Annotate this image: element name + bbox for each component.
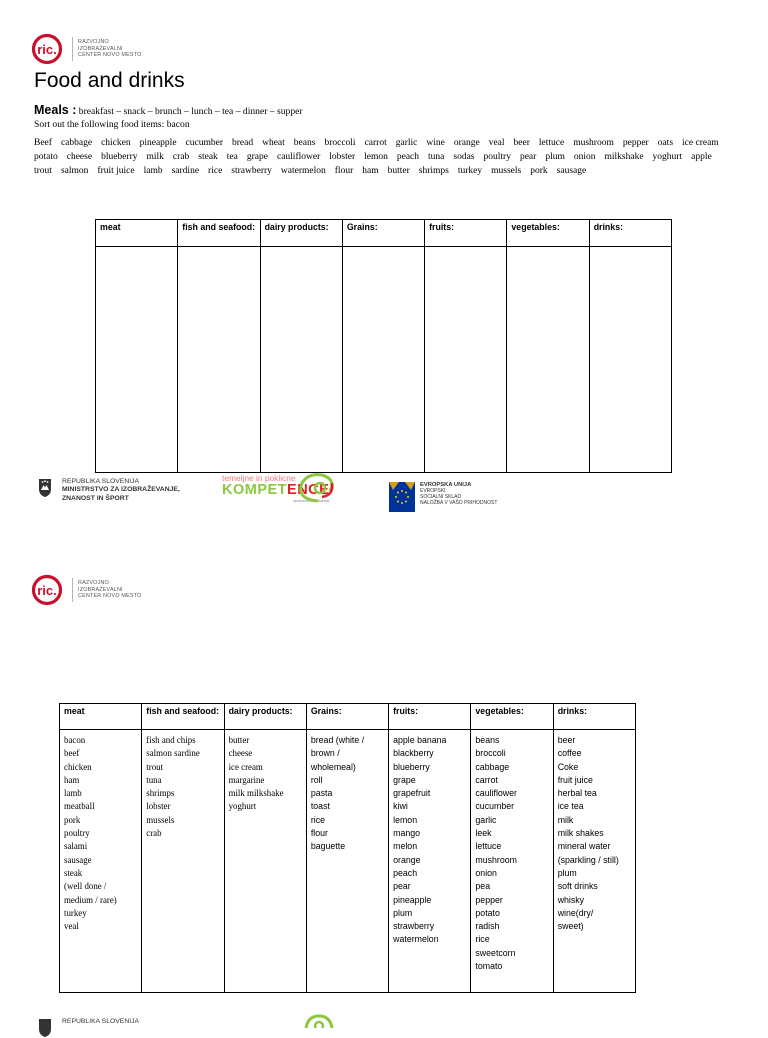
answer-header-fruits: fruits: [389, 704, 471, 730]
answer-item: leek [475, 828, 492, 839]
answer-item: ice cream [228, 761, 263, 772]
meals-line [34, 104, 303, 118]
ministry-logo [38, 478, 180, 503]
food-item: shrimps [418, 166, 449, 176]
food-item: lettuce [538, 138, 565, 148]
answer-item: lamb [64, 788, 82, 799]
blank-table-header-row [96, 220, 672, 247]
food-item: garlic [395, 138, 418, 148]
ministry-text: REPUBLIKA SLOVENIJA [62, 1018, 140, 1025]
blank-cell-fish[interactable] [178, 247, 260, 473]
food-item: lobster [329, 152, 356, 162]
answer-item: butter [228, 735, 250, 745]
answer-item: cheese [228, 748, 253, 759]
eu-text: EVROPSKA UNIJA EVROPSKI SOCIALNI SKLAD NALOŽBA V VAŠO PRIHODNOST [420, 482, 498, 506]
answer-item: orange [393, 854, 421, 865]
food-item: Beef [34, 138, 52, 148]
answer-item: pork [64, 814, 81, 825]
answer-sorting-table [59, 703, 636, 993]
kompetence-logo [222, 473, 329, 503]
kompetence-swirl-icon [292, 471, 340, 505]
food-item: crab [172, 152, 190, 162]
answer-item: poultry [64, 828, 90, 839]
answer-item: ham [64, 774, 80, 785]
answer-item: bacon [64, 735, 86, 745]
food-item: yoghurt [652, 152, 683, 162]
answer-item: trout [146, 761, 164, 772]
food-item: beans [293, 138, 316, 148]
answer-item: pear [393, 881, 411, 892]
answer-item: blackberry [393, 748, 434, 759]
meals-text: breakfast – snack – brunch – lunch – tea – dinner – supper [78, 106, 303, 117]
blank-cell-dairy[interactable] [260, 247, 342, 473]
answer-item: lettuce [475, 841, 502, 852]
answer-item: coffee [557, 748, 582, 759]
answer-header-drinks: drinks: [553, 704, 635, 730]
answer-item: steak [64, 867, 83, 878]
answer-item: toast [310, 801, 330, 812]
food-item: sausage [556, 166, 587, 176]
food-item: steak [198, 152, 218, 162]
food-item: plum [545, 152, 565, 162]
header-drinks: drinks: [589, 220, 671, 247]
answer-item: sweet) [557, 921, 584, 932]
food-item: fruit juice [97, 166, 135, 176]
food-item: lemon [364, 152, 388, 162]
answer-item: milk [557, 814, 574, 825]
food-item: tuna [428, 152, 445, 162]
answer-item: fish and chips [146, 735, 196, 745]
kompetence-wordmark: KOMPETENCE [222, 482, 330, 498]
answer-item: crab [146, 828, 162, 839]
food-items-list [34, 136, 746, 178]
food-item: peach [396, 152, 420, 162]
answer-item: pasta [310, 788, 333, 799]
slovenia-coat-of-arms-icon [38, 1018, 52, 1038]
food-item: wheat [262, 138, 285, 148]
answer-item: garlic [475, 814, 497, 825]
ric-logo [31, 33, 142, 65]
answer-table-row [60, 730, 636, 993]
answer-header-vegetables: vegetables: [471, 704, 553, 730]
answer-item: apple banana [393, 735, 447, 745]
answer-item: plum [557, 867, 577, 878]
answer-item: milk shakes [557, 828, 604, 839]
food-item: oats [657, 138, 674, 148]
food-item: watermelon [280, 166, 326, 176]
food-item: sodas [453, 152, 475, 162]
page-title: Food and drinks [34, 69, 185, 92]
food-item: butter [387, 166, 410, 176]
answer-item: peach [393, 867, 418, 878]
answer-item: rice [310, 814, 326, 825]
ric-logo-icon [31, 33, 69, 65]
food-item: veal [488, 138, 505, 148]
answer-item: ice tea [557, 801, 584, 812]
food-item: pear [519, 152, 537, 162]
answer-item: wholemeal) [310, 761, 356, 772]
answer-item: beef [64, 748, 80, 759]
food-item: blueberry [101, 152, 138, 162]
answer-item: meatball [64, 801, 95, 812]
answer-item: lemon [393, 814, 418, 825]
answer-item: roll [310, 774, 323, 785]
food-item: strawberry [231, 166, 272, 176]
logo-text: RAZVOJNO IZOBRAŽEVALNI CENTER NOVO MESTO [78, 580, 142, 600]
answer-item: (sparkling / still) [557, 854, 619, 865]
answer-header-dairy: dairy products: [224, 704, 306, 730]
ric-logo-page-2 [31, 574, 142, 606]
answer-item: milk milkshake [228, 788, 284, 799]
answer-item: plum [393, 907, 413, 918]
answer-item: Coke [557, 761, 579, 772]
answer-item: potato [475, 907, 500, 918]
answer-item: yoghurt [228, 801, 257, 812]
answer-item: mango [393, 828, 421, 839]
answer-item: radish [475, 921, 500, 932]
food-item: bread [232, 138, 254, 148]
food-item: pineapple [139, 138, 177, 148]
answer-item: rice [475, 934, 490, 945]
answer-item: soft drinks [557, 881, 598, 892]
blank-sorting-table [95, 219, 672, 473]
answer-header-fish: fish and seafood: [142, 704, 224, 730]
kompetence-tagline: sposobnost prikazati [292, 498, 330, 503]
answer-table-header-row [60, 704, 636, 730]
food-item: cabbage [60, 138, 93, 148]
answer-item: mussels [146, 814, 175, 825]
meals-label: Meals : [34, 103, 77, 117]
answer-item: whisky [557, 894, 585, 905]
food-item: chicken [101, 138, 131, 148]
answer-item: fruit juice [557, 774, 593, 785]
food-item: rice [208, 166, 223, 176]
food-item: flour [334, 166, 354, 176]
answer-item: onion [475, 867, 497, 878]
answer-item: lobster [146, 801, 171, 812]
kompetence-swirl-icon [302, 1014, 336, 1028]
answer-item: grapefruit [393, 788, 431, 799]
ministry-logo-page-2 [38, 1018, 139, 1038]
header-dairy: dairy products: [260, 220, 342, 247]
answer-item: mushroom [475, 854, 517, 865]
food-item: salmon [60, 166, 89, 176]
answer-item: melon [393, 841, 418, 852]
food-item: pork [530, 166, 548, 176]
answer-item: cucumber [475, 801, 515, 812]
answer-cell-fruits [389, 730, 471, 993]
answer-header-meat: meat [60, 704, 142, 730]
food-item: beer [513, 138, 530, 148]
sort-instruction: Sort out the following food items: bacon [34, 119, 190, 130]
slovenia-coat-of-arms-icon [38, 478, 52, 498]
ric-logo-icon [31, 574, 69, 606]
kompetence-subtitle: temeljne in poklicne [222, 473, 296, 483]
logo-separator [72, 578, 73, 602]
blank-cell-drinks[interactable] [589, 247, 671, 473]
answer-header-grains: Grains: [306, 704, 388, 730]
food-item: ham [362, 166, 379, 176]
svg-text:ric.: ric. [37, 42, 57, 57]
logo-text: RAZVOJNO IZOBRAŽEVALNI CENTER NOVO MESTO [78, 39, 142, 59]
food-item: milkshake [604, 152, 644, 162]
answer-cell-drinks [553, 730, 635, 993]
answer-item: grape [393, 774, 416, 785]
answer-item: (well done / [64, 881, 107, 892]
food-item: mussels [491, 166, 522, 176]
food-item: cauliflower [276, 152, 321, 162]
answer-cell-grains [306, 730, 388, 993]
food-item: apple [691, 152, 712, 162]
header-fruits: fruits: [425, 220, 507, 247]
answer-item: sausage [64, 854, 92, 865]
food-item: carrot [364, 138, 387, 148]
blank-table-row [96, 247, 672, 473]
food-item: orange [453, 138, 480, 148]
svg-text:ric.: ric. [37, 583, 57, 598]
answer-item: pineapple [393, 894, 432, 905]
answer-item: mineral water [557, 841, 611, 852]
answer-item: watermelon [393, 934, 439, 945]
logo-separator [72, 37, 73, 61]
answer-item: tomato [475, 961, 503, 972]
food-item: ice cream [682, 138, 719, 148]
food-item: cheese [66, 152, 93, 162]
food-item: wine [426, 138, 445, 148]
eu-logo [389, 482, 497, 512]
answer-item: veal [64, 921, 79, 932]
food-item: trout [34, 166, 52, 176]
food-item: pepper [622, 138, 649, 148]
answer-item: pepper [475, 894, 503, 905]
header-grains: Grains: [342, 220, 424, 247]
answer-item: chicken [64, 761, 92, 772]
header-meat: meat [96, 220, 178, 247]
answer-cell-fish [142, 730, 224, 993]
answer-item: salami [64, 841, 88, 852]
answer-item: blueberry [393, 761, 430, 772]
food-item: sardine [171, 166, 200, 176]
food-item: cucumber [185, 138, 223, 148]
blank-cell-fruits[interactable] [425, 247, 507, 473]
answer-item: cauliflower [475, 788, 517, 799]
answer-cell-meat [60, 730, 142, 993]
answer-item: sweetcorn [475, 947, 516, 958]
answer-item: beer [557, 735, 576, 745]
answer-item: salmon sardine [146, 748, 200, 759]
answer-item: medium / rare) [64, 894, 117, 905]
food-item: lamb [143, 166, 163, 176]
answer-item: brown / [310, 748, 340, 759]
answer-item: kiwi [393, 801, 408, 812]
answer-item: broccoli [475, 748, 506, 759]
food-item: broccoli [324, 138, 356, 148]
answer-cell-dairy [224, 730, 306, 993]
food-item: tea [226, 152, 238, 162]
food-item: poultry [483, 152, 511, 162]
answer-item: herbal tea [557, 788, 597, 799]
food-item: mushroom [573, 138, 614, 148]
food-item: potato [34, 152, 58, 162]
blank-cell-grains[interactable] [342, 247, 424, 473]
food-item: turkey [457, 166, 483, 176]
food-item: milk [146, 152, 164, 162]
food-item: onion [573, 152, 596, 162]
eu-flag-icon [389, 482, 415, 512]
ministry-text: REPUBLIKA SLOVENIJA MINISTRSTVO ZA IZOBRAŽEVANJE, ZNANOST IN ŠPORT [62, 478, 180, 502]
blank-cell-meat[interactable] [96, 247, 178, 473]
answer-item: beans [475, 735, 500, 745]
food-item: grape [246, 152, 268, 162]
header-vegetables: vegetables: [507, 220, 589, 247]
answer-item: margarine [228, 774, 265, 785]
answer-item: carrot [475, 774, 498, 785]
answer-item: flour [310, 828, 328, 839]
answer-item: pea [475, 881, 491, 892]
blank-cell-vegetables[interactable] [507, 247, 589, 473]
header-fish: fish and seafood: [178, 220, 260, 247]
answer-item: wine(dry/ [557, 907, 594, 918]
answer-item: bread (white / [310, 735, 365, 745]
answer-item: tuna [146, 774, 162, 785]
answer-item: baguette [310, 841, 346, 852]
answer-item: cabbage [475, 761, 510, 772]
answer-cell-vegetables [471, 730, 553, 993]
answer-item: strawberry [393, 921, 435, 932]
answer-item: shrimps [146, 788, 175, 799]
answer-item: turkey [64, 907, 87, 918]
